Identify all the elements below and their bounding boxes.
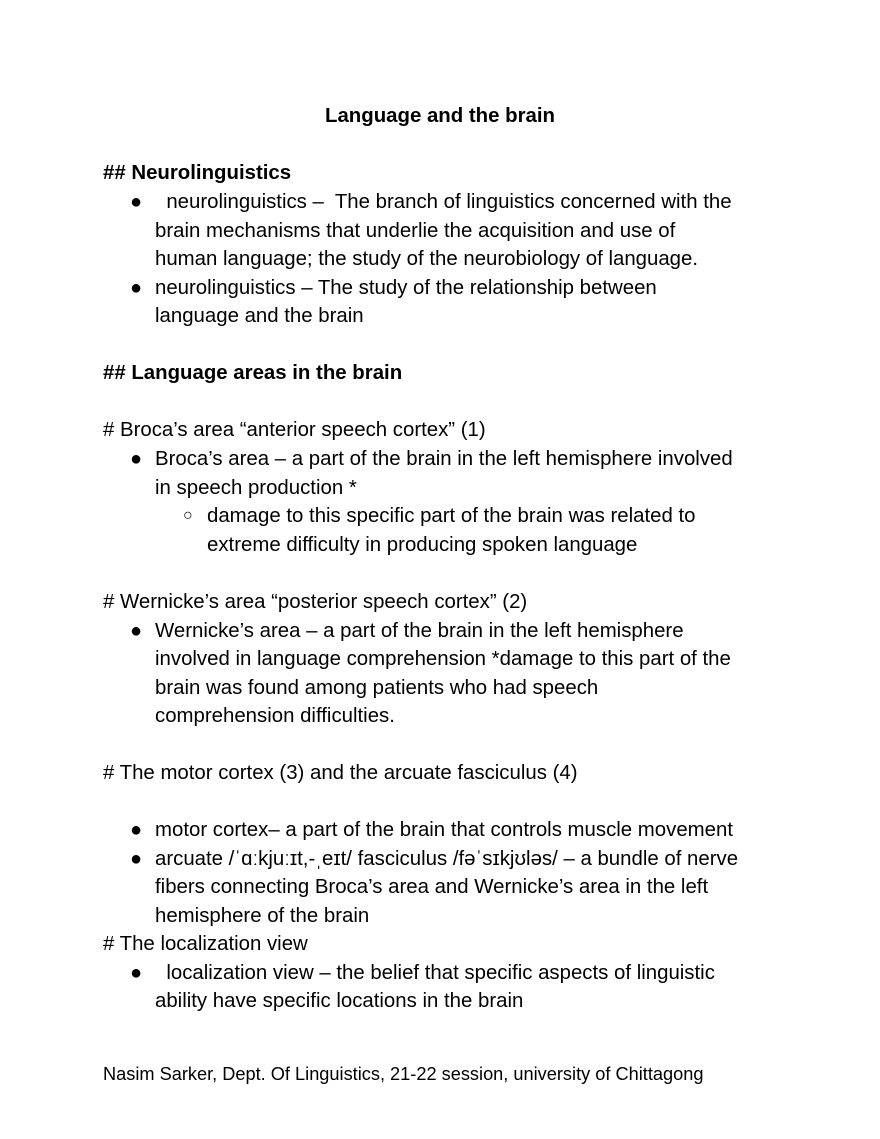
bullet-dot-icon: ● (130, 847, 143, 870)
definition-line: brain was found among patients who had speech (155, 676, 599, 699)
definition-line: motor cortex– a part of the brain that controls muscle movement (155, 819, 733, 841)
definition-line: fibers connecting Broca’s area and Wernicke’s area in the left (155, 876, 709, 899)
heading-broca: # Broca’s area “anterior speech cortex” (1) (103, 419, 486, 441)
definition-line: brain mechanisms that underlie the acquisition and use of (155, 219, 676, 242)
definition-line: in speech production * (155, 476, 357, 499)
definition-line: localization view – the belief that specific aspects of linguistic (155, 961, 715, 984)
definition-line: involved in language comprehension *damage to this part of the (155, 648, 731, 671)
definition-line: arcuate /ˈɑːkjuːɪt,-ˌeɪt/ fasciculus /fəˈsɪkjʊləs/ – a bundle of nerve (155, 847, 739, 870)
heading-motor-cortex: # The motor cortex (3) and the arcuate fasciculus (4) (103, 762, 578, 784)
bullet-circle-icon: ○ (183, 507, 193, 525)
bullet-dot-icon: ● (130, 961, 143, 984)
bullet-dot-icon: ● (130, 819, 143, 841)
heading-wernicke: # Wernicke’s area “posterior speech cortex” (2) (103, 591, 528, 613)
definition-line: Broca’s area – a part of the brain in the left hemisphere involved (155, 448, 733, 470)
bullet-dot-icon: ● (130, 276, 143, 299)
bullet-dot-icon: ● (130, 448, 143, 470)
bullet-dot-icon: ● (130, 619, 143, 642)
sub-definition-line: extreme difficulty in producing spoken language (207, 533, 638, 556)
bullet-dot-icon: ● (130, 191, 143, 213)
definition-line: language and the brain (155, 305, 364, 328)
page-footer: Nasim Sarker, Dept. Of Linguistics, 21-22 session, university of Chittagong (103, 1064, 704, 1084)
definition-line: human language; the study of the neurobiology of language. (155, 248, 699, 271)
definition-line: comprehension difficulties. (155, 705, 395, 728)
heading-neurolinguistics: ## Neurolinguistics (103, 162, 292, 184)
page-title: Language and the brain (325, 105, 555, 127)
definition-line: hemisphere of the brain (155, 904, 370, 927)
definition-line: Wernicke’s area – a part of the brain in the left hemisphere (155, 619, 684, 642)
sub-definition-line: damage to this specific part of the brain was related to (207, 505, 696, 528)
heading-language-areas: ## Language areas in the brain (103, 362, 403, 384)
definition-line: neurolinguistics – The study of the relationship between (155, 276, 657, 299)
heading-localization: # The localization view (103, 933, 308, 955)
definition-line: ability have specific locations in the brain (155, 990, 524, 1013)
definition-line: neurolinguistics – The branch of linguistics concerned with the (155, 191, 732, 213)
